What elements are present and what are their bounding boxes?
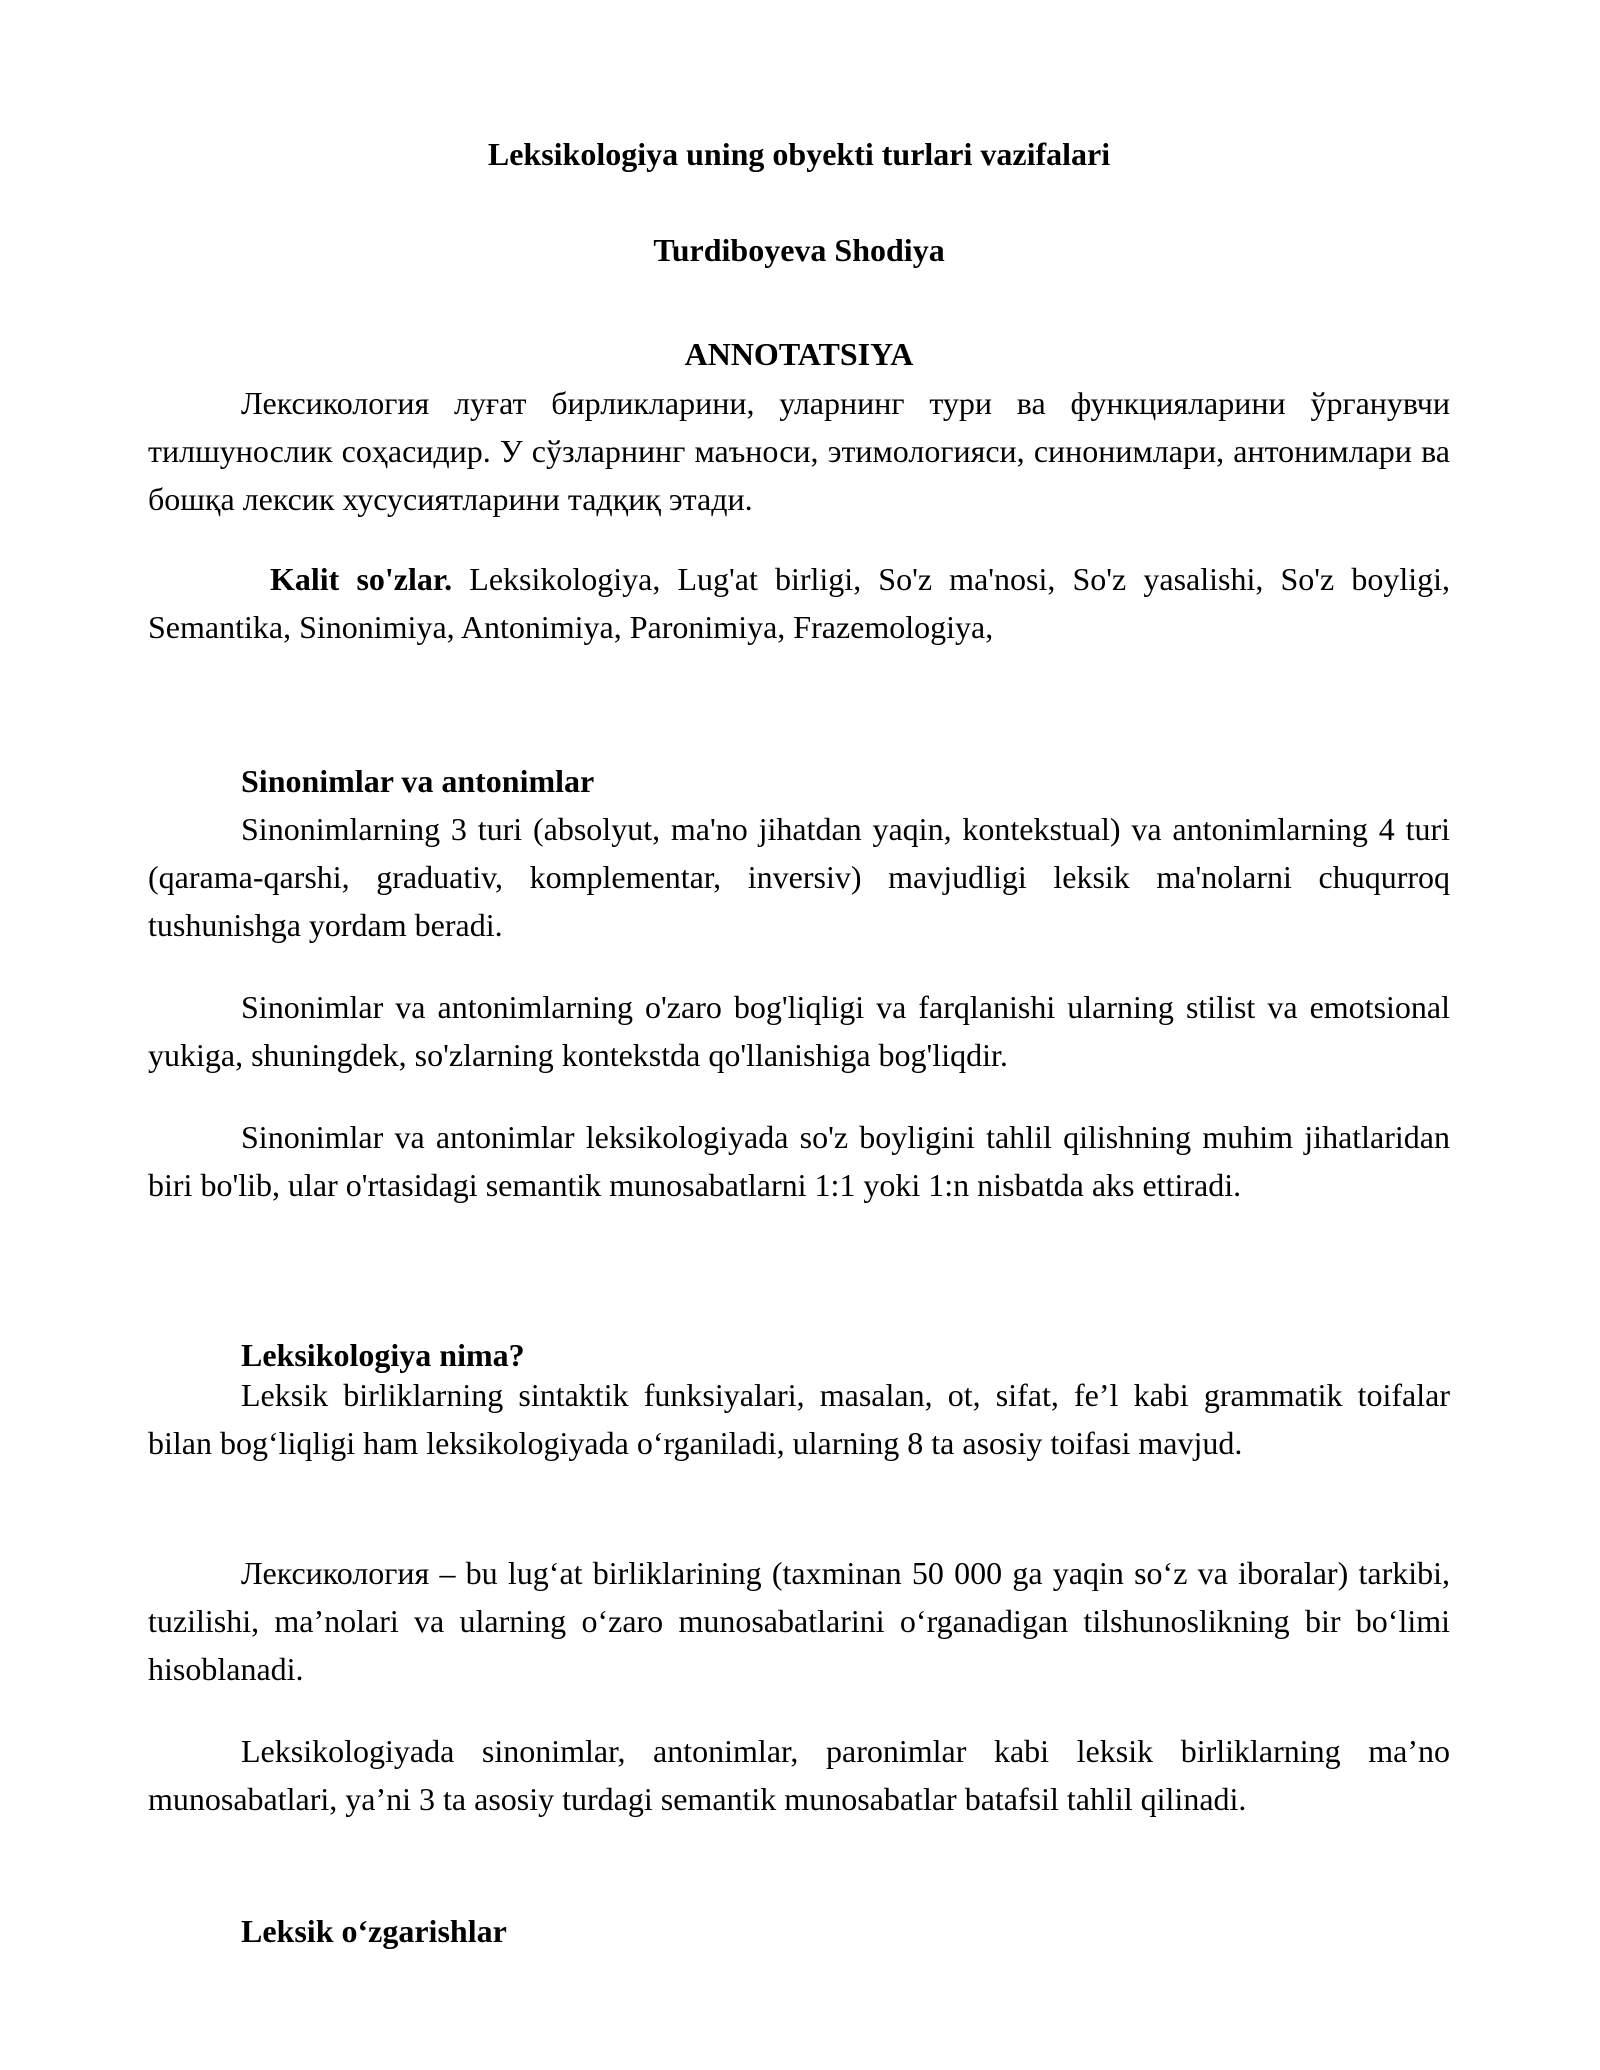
keywords-paragraph: [148, 555, 1450, 651]
section-heading-lexical-changes: Leksik o‘zgarishlar: [241, 1913, 507, 1949]
section-heading-lexicology: Leksikologiya nima?: [241, 1337, 525, 1373]
section-heading-synonyms: Sinonimlar va antonimlar: [241, 763, 595, 799]
lexicology-paragraph-2: Лексикология – bu lug‘at birliklarining (taxminan 50 000 ga yaqin so‘z va iboralar) tarkibi, tuzilishi, ma’nolari va ularning o‘zaro munosabatlarini o‘rganadigan tilshunoslikning bir bo‘limi hisoblanadi.: [148, 1555, 1450, 1687]
annotation-paragraph: Лексикология луғат бирликларини, уларнинг тури ва функцияларини ўрганувчи тилшунослик соҳасидир. У сўзларнинг маъноси, этимологияси, синонимлари, антонимлари ва бошқа лексик хусусиятларини тадқиқ этади.: [148, 385, 1450, 517]
keywords-list: Leksikologiya, Lug'at birligi, So'z ma'nosi, So'z yasalishi, So'z boyligi, Semantika, Sinonimiya, Antonimiya, Paronimiya, Frazemologiya,: [148, 561, 1451, 645]
author-name: Turdiboyeva Shodiya: [653, 232, 945, 268]
synonyms-paragraph-3: Sinonimlar va antonimlar leksikologiyada so'z boyligini tahlil qilishning muhim jihatlaridan biri bo'lib, ular o'rtasidagi semantik munosabatlarni 1:1 yoki 1:n nisbatda aks ettiradi.: [148, 1119, 1450, 1203]
synonyms-paragraph-2: Sinonimlar va antonimlarning o'zaro bog'liqligi va farqlanishi ularning stilist va emotsional yukiga, shuningdek, so'zlarning kontekstda qo'llanishiga bog'liqdir.: [148, 989, 1450, 1073]
keywords-label: Kalit so'zlar.: [270, 561, 453, 597]
lexicology-paragraph-1: Leksik birliklarning sintaktik funksiyalari, masalan, ot, sifat, fe’l kabi grammatik toifalar bilan bog‘liqligi ham leksikologiyada o‘rganiladi, ularning 8 ta asosiy toifasi mavjud.: [148, 1377, 1450, 1461]
document-title: Leksikologiya uning obyekti turlari vazifalari: [487, 136, 1111, 172]
lexicology-paragraph-3: Leksikologiyada sinonimlar, antonimlar, paronimlar kabi leksik birliklarning ma’no munosabatlari, ya’ni 3 ta asosiy turdagi semantik munosabatlar batafsil tahlil qilinadi.: [148, 1733, 1450, 1817]
annotation-heading: ANNOTATSIYA: [684, 336, 914, 372]
synonyms-paragraph-1: Sinonimlarning 3 turi (absolyut, ma'no jihatdan yaqin, kontekstual) va antonimlarning 4 turi (qarama-qarshi, graduativ, komplementar, inversiv) mavjudligi leksik ma'nolarni chuqurroq tushunishga yordam beradi.: [148, 811, 1450, 943]
